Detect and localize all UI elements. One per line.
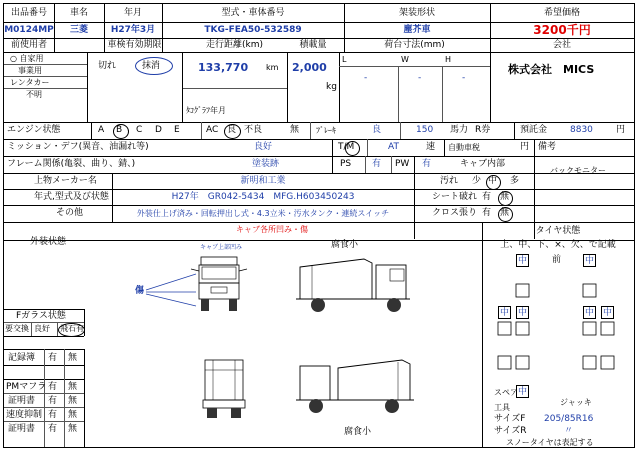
tire-legend: 上、中、下、×、欠、で記載 (500, 240, 616, 250)
proof-label-2: 証明書 (8, 424, 36, 434)
fglass-opt-1: 良好 (34, 324, 50, 333)
record-has: 有 (48, 353, 58, 363)
dim-w-value: - (418, 73, 422, 83)
user-option-0: ○ 自家用 (10, 54, 44, 63)
pm-has: 有 (48, 382, 58, 392)
speed-limit-label: 速度抑制 (6, 410, 43, 420)
year: H27年3月 (110, 25, 156, 35)
dim-h-label: H (445, 55, 452, 64)
user-option-2: レンタカー (10, 78, 50, 87)
upper-year-label: 年式,型式及び状態 (34, 192, 109, 202)
prev-user-label: 前使用者 (10, 40, 47, 50)
grade-a: A (98, 125, 105, 135)
proof-label-1: 証明書 (8, 396, 36, 406)
engine-label: エンジン状態 (7, 125, 61, 135)
notes-label: 備考 (538, 142, 557, 152)
deposit: 8830 (570, 125, 593, 135)
maker: 三菱 (69, 25, 88, 35)
price: 3200千円 (533, 23, 591, 37)
capacity: 2,000 (292, 61, 327, 74)
tire-rl-inner: 中 (517, 308, 527, 318)
body-type: 塵芥車 (403, 25, 431, 35)
capacity-unit: kg (326, 82, 337, 92)
fglass-label: Fガラス状態 (16, 311, 66, 321)
tools-label: 工具 (494, 403, 510, 412)
deposit-label: 預託金 (520, 125, 548, 135)
tire-spare: 中 (517, 387, 527, 397)
size-r-label: サイズR (494, 426, 527, 436)
tire-rr-inner: 中 (584, 308, 594, 318)
proof-none-2: 無 (68, 424, 78, 434)
exterior-label: 外装状態 (30, 237, 67, 247)
ac-label: AC (206, 125, 219, 135)
dims-label: 荷台寸法(mm) (384, 40, 445, 50)
maker-label: 車名 (69, 8, 88, 18)
auto-tax-label: 自動車税 (448, 143, 480, 152)
hp-label: 馬力 (450, 125, 469, 135)
tire-label: タイヤ状態 (535, 226, 581, 236)
speed-label: 速 (426, 142, 436, 152)
fglass-opt-2: 飛石有 (60, 324, 84, 333)
stock-no: M0124MP (4, 25, 54, 35)
size-f-label: サイズF (494, 414, 526, 424)
cross-opt-1: 無 (500, 208, 510, 218)
back-monitor-label: バックモニター (550, 166, 606, 175)
model: TKG-FEA50-532589 (204, 25, 302, 35)
pw-label: PW (395, 159, 410, 169)
capacity-label: 積載量 (299, 40, 327, 50)
cab-label: キャブ内部 (460, 159, 506, 169)
truck-side-view-2-diagram (294, 354, 424, 424)
scratch-note: 傷 (135, 286, 145, 296)
tire-rl-outer: 中 (499, 308, 509, 318)
record-none: 無 (68, 353, 78, 363)
pm-none: 無 (68, 382, 78, 392)
auto-tax-unit: 円 (520, 142, 530, 152)
price-label: 希望価格 (543, 8, 580, 18)
speed-none: 無 (68, 410, 78, 420)
proof-has-1: 有 (48, 396, 58, 406)
truck-rear-view-diagram (199, 354, 249, 424)
body-label: 架装形状 (398, 8, 435, 18)
scratch-arrows (144, 270, 204, 310)
proof-has-2: 有 (48, 424, 58, 434)
mission-label: ミッション・デフ(異音、油漏れ等) (7, 142, 149, 152)
stain-label: 汚れ (440, 176, 459, 186)
company-label: 会社 (552, 40, 571, 50)
r-ticket-label: R券 (475, 125, 491, 135)
grade-e: E (174, 125, 180, 135)
speed-has: 有 (48, 410, 58, 420)
vehicle-condition-sheet (3, 3, 635, 448)
dim-h-value: - (462, 73, 466, 83)
seat-opt-1: 無 (500, 192, 510, 202)
size-f: 205/85R16 (544, 414, 594, 424)
snow-note: スノータイヤは表記する (506, 438, 594, 447)
m-circle (345, 141, 360, 156)
brake-label: ﾌﾞﾚｰｷ (316, 126, 336, 135)
seat-label: シート破れ (432, 192, 478, 202)
cross-opt-0: 有 (482, 208, 492, 218)
ps-value: 有 (372, 159, 382, 169)
frame-value: 塗装跡 (252, 159, 280, 169)
upper-year: H27年 GR042-5434 MFG.H603450243 (171, 192, 355, 202)
fglass-opt-0: 要交換 (5, 324, 29, 333)
seat-opt-0: 有 (482, 192, 492, 202)
ac-good: 良 (227, 125, 237, 135)
stock-no-label: 出品番号 (10, 8, 47, 18)
stain-opt-2: 多 (510, 176, 520, 186)
ac-none: 無 (290, 125, 300, 135)
inspection-cancelled: 抹消 (142, 61, 161, 71)
horsepower: 150 (416, 125, 434, 135)
frame-label: フレーム関係(亀裂、曲り、錆、) (7, 159, 136, 169)
dim-w-label: W (401, 55, 409, 64)
tire-front-label: 前 (552, 255, 562, 265)
inspection-label: 車検有効期限 (107, 40, 162, 50)
jack-label: ジャッキ (560, 398, 592, 407)
size-r: 〃 (564, 426, 574, 436)
dim-l-label: L (342, 55, 347, 64)
ps-label: PS (340, 159, 352, 169)
upper-maker: 新明和工業 (240, 176, 286, 186)
corrosion-top: 腐食小 (331, 240, 359, 250)
grade-b: B (116, 125, 123, 135)
cab-top-note: キャブ上部凹み (200, 244, 243, 251)
stain-opt-0: 少 (472, 176, 482, 186)
pw-value: 有 (422, 159, 432, 169)
cross-label: クロス張り (432, 208, 478, 218)
brake-value: 良 (372, 125, 382, 135)
company: 株式会社 MICS (508, 63, 595, 76)
other-value: 外装仕上げ済み・回転押出し式・4.3立米・汚水タンク・連続スイッチ (136, 209, 390, 218)
cab-damage-note: キャブ各所凹み・傷 (236, 225, 308, 234)
year-label: 年月 (123, 8, 142, 18)
corrosion-bottom: 腐食小 (344, 427, 372, 437)
tire-fr: 中 (584, 256, 594, 266)
mission-value: 良好 (254, 142, 273, 152)
inspection-expired: 切れ (98, 61, 117, 71)
other-label: その他 (56, 208, 84, 218)
user-option-1: 事業用 (18, 66, 42, 75)
record-label: 記録簿 (8, 353, 36, 363)
model-label: 型式・車体番号 (221, 8, 285, 18)
grade-c: C (136, 125, 143, 135)
upper-maker-label: 上物メーカー名 (34, 176, 97, 186)
tire-fl: 中 (517, 256, 527, 266)
truck-side-view-diagram (292, 249, 422, 321)
ac-bad: 不良 (244, 125, 263, 135)
deposit-unit: 円 (616, 125, 626, 135)
proof-none-1: 無 (68, 396, 78, 406)
tire-axle-diagram (482, 270, 634, 370)
tacho-label: ﾀｺｸﾞﾗﾌ年月 (186, 106, 226, 115)
pm-label: PMマフラ (6, 382, 47, 392)
tire-rr-outer: 中 (602, 308, 612, 318)
grade-d: D (155, 125, 162, 135)
at-label: AT (388, 142, 399, 152)
dim-l-value: - (364, 73, 368, 83)
stain-opt-1: 中 (488, 176, 498, 186)
mileage-unit: km (266, 63, 279, 72)
spare-label: スペア (494, 388, 518, 397)
tm-label: T/M (338, 142, 355, 152)
mileage: 133,770 (198, 61, 249, 74)
user-option-3: 不明 (26, 90, 42, 99)
mileage-label: 走行距離(km) (205, 40, 263, 50)
